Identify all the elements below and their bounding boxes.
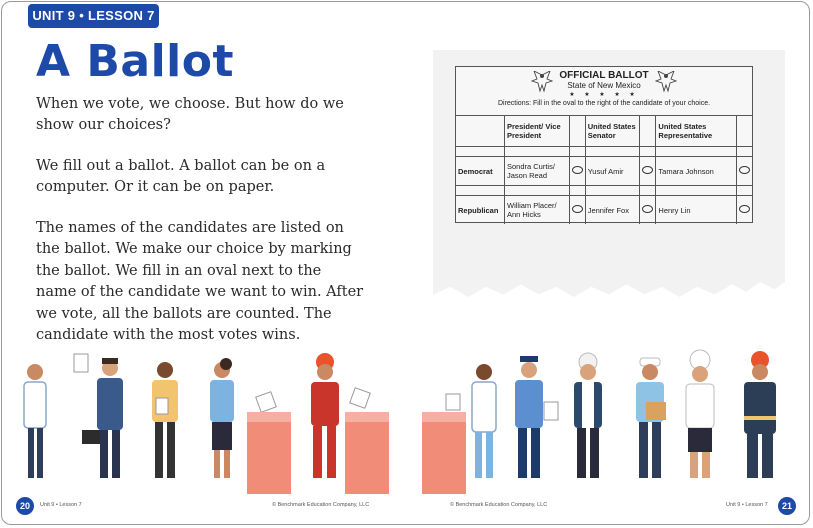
candidate-name: Sondra Curtis/ Jason Read: [505, 157, 570, 186]
voter-businessman: [82, 358, 123, 478]
column-header: United States Representative: [656, 116, 737, 147]
page-title: A Ballot: [36, 36, 235, 87]
ballot-header-row: [456, 116, 752, 147]
paragraph-3: The names of the candidates are listed on the ballot. We make our choice by marking the ballot. We fill in an oval next to the name of the candidate we want to win. After we vote, all the ballots are counted. The candidate with the most votes wins.: [36, 220, 364, 344]
vote-oval[interactable]: [572, 205, 583, 213]
party-label: Republican: [456, 196, 505, 225]
candidate-name: William Placer/ Ann Hicks: [505, 196, 570, 225]
footer-copyright-left: © Benchmark Education Company, LLC: [272, 502, 370, 508]
column-header: United States Senator: [585, 116, 640, 147]
paragraph-1: When we vote, we choose. But how do we show our choices?: [36, 96, 344, 134]
candidate-name: Jennifer Fox: [585, 196, 640, 225]
voter-construction: [574, 353, 602, 478]
footer-lesson-right: Unit 9 • Lesson 7: [726, 502, 768, 508]
eagle-icon: [654, 71, 678, 93]
candidate-name: Tamara Johnson: [656, 157, 737, 186]
page-number-right: 21: [778, 497, 796, 515]
column-header: President/ Vice President: [505, 116, 570, 147]
voter-delivery: [636, 358, 666, 478]
page-number-left: 20: [16, 497, 34, 515]
vote-oval[interactable]: [642, 205, 653, 213]
vote-oval[interactable]: [739, 166, 750, 174]
voter-chef: [686, 350, 714, 478]
ballot-table: [456, 116, 752, 224]
ballot-box-3: [422, 412, 466, 494]
unit-lesson-tab: UNIT 9 • LESSON 7: [28, 4, 159, 28]
ballot-box-1: [247, 412, 291, 494]
ballot-header: [456, 67, 752, 116]
ballot-title: OFFICIAL BALLOT: [559, 70, 649, 81]
ballot-box-2: [345, 412, 389, 494]
paragraph-2: We fill out a ballot. A ballot can be on a computer. Or it can be on paper.: [36, 158, 326, 196]
candidate-name: Henry Lin: [656, 196, 737, 225]
ballot: [455, 66, 753, 223]
ballot-row-democrat: [456, 157, 752, 186]
ballot-row-republican: [456, 196, 752, 225]
voter-police: [515, 356, 558, 478]
vote-oval[interactable]: [642, 166, 653, 174]
voter-woman-yellow: [152, 362, 178, 478]
voter-doctor: [24, 354, 88, 478]
candidate-name: Yusuf Amir: [585, 157, 640, 186]
eagle-icon: [530, 71, 554, 93]
voter-firefighter: [744, 351, 776, 478]
footer-copyright-right: © Benchmark Education Company, LLC: [450, 502, 548, 508]
party-label: Democrat: [456, 157, 505, 186]
ballot-directions: Directions: Fill in the oval to the right of the candidate of your choice.: [497, 100, 711, 107]
ballot-stars: ★ ★ ★ ★ ★: [569, 92, 639, 98]
footer-lesson-left: Unit 9 • Lesson 7: [40, 502, 82, 508]
vote-oval[interactable]: [739, 205, 750, 213]
vote-oval[interactable]: [572, 166, 583, 174]
voters-illustration: [0, 346, 813, 496]
ballot-state: State of New Mexico: [567, 81, 641, 90]
